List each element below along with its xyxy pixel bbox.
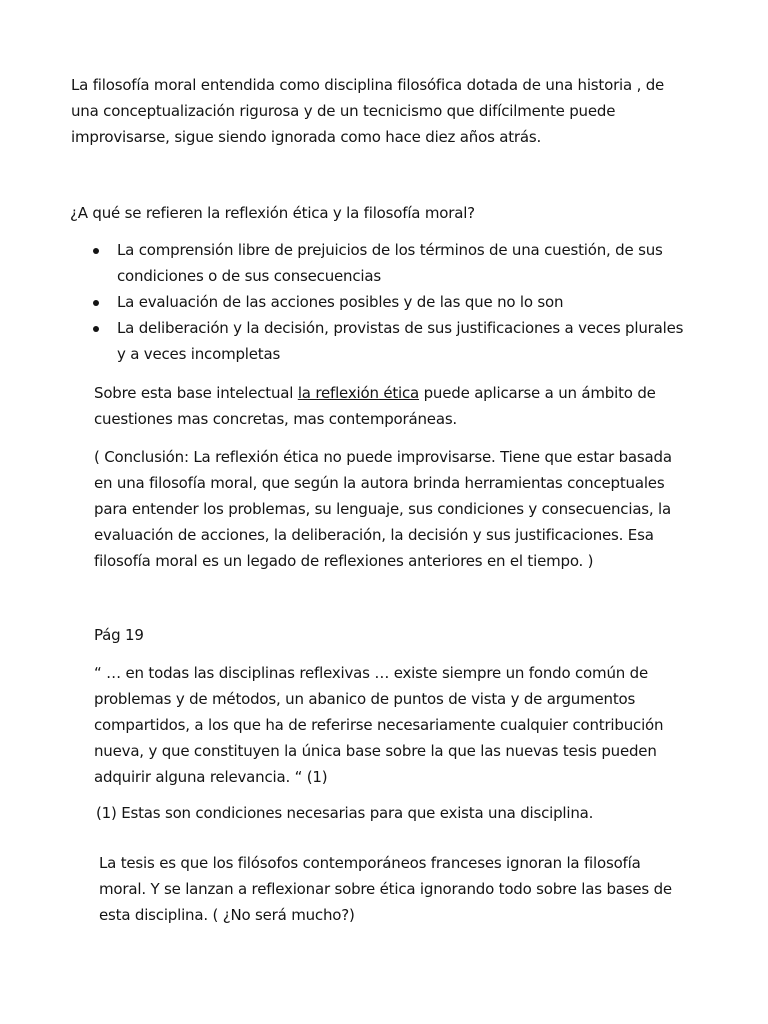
bullet-item: La evaluación de las acciones posibles y de las que no lo son bbox=[0, 289, 768, 315]
thesis-paragraph: La tesis es que los filósofos contemporáneos franceses ignoran la filosofía moral. Y se lanzan a reflexionar sobre ética ignorando todo sobre las bases de esta disciplina. ( ¿No será mucho?) bbox=[99, 854, 672, 924]
conclusion-paragraph: ( Conclusión: La reflexión ética no puede improvisarse. Tiene que estar basada en una filosofía moral, que según la autora brinda herramientas conceptuales para entender los problemas, su lenguaje, sus condiciones y consecuencias, la evaluación de acciones, la deliberación, la decisión y sus justificaciones. Esa filosofía moral es un legado de reflexiones anteriores en el tiempo. ) bbox=[94, 448, 672, 570]
bullet-list bbox=[0, 237, 768, 367]
intro-paragraph bbox=[71, 72, 664, 150]
bullet-item: La deliberación y la decisión, provistas de sus justificaciones a veces plurales y a veces incompletas bbox=[0, 315, 768, 367]
quote-paragraph: “ … en todas las disciplinas reflexivas … existe siempre un fondo común de problemas y de métodos, un abanico de puntos de vista y de argumentos compartidos, a los que ha de referirse necesariamente cualquier contribución nueva, y que constituyen la única base sobre la que las nuevas tesis pueden adquirir alguna relevancia. “ (1) bbox=[94, 664, 664, 786]
intro-line: improvisarse, sigue siendo ignorada como hace diez años atrás. bbox=[71, 128, 542, 146]
bullet-icon bbox=[93, 326, 99, 332]
base-paragraph: Sobre esta base intelectual la reflexión ética puede aplicarse a un ámbito de cuestiones mas concretas, mas contemporáneas. bbox=[94, 384, 656, 428]
intro-line: una conceptualización rigurosa y de un tecnicismo que difícilmente puede bbox=[71, 102, 616, 120]
question-heading: ¿A qué se refieren la reflexión ética y la filosofía moral? bbox=[70, 204, 475, 222]
footnote: (1) Estas son condiciones necesarias para que exista una disciplina. bbox=[96, 804, 594, 822]
bullet-icon bbox=[93, 300, 99, 306]
bullet-item: La comprensión libre de prejuicios de los términos de una cuestión, de sus condiciones o de sus consecuencias bbox=[0, 237, 768, 289]
page-reference: Pág 19 bbox=[94, 626, 144, 644]
bullet-icon bbox=[93, 248, 99, 254]
underlined-term: la reflexión ética bbox=[297, 384, 420, 402]
intro-line: La filosofía moral entendida como disciplina filosófica dotada de una historia , de bbox=[71, 76, 665, 94]
